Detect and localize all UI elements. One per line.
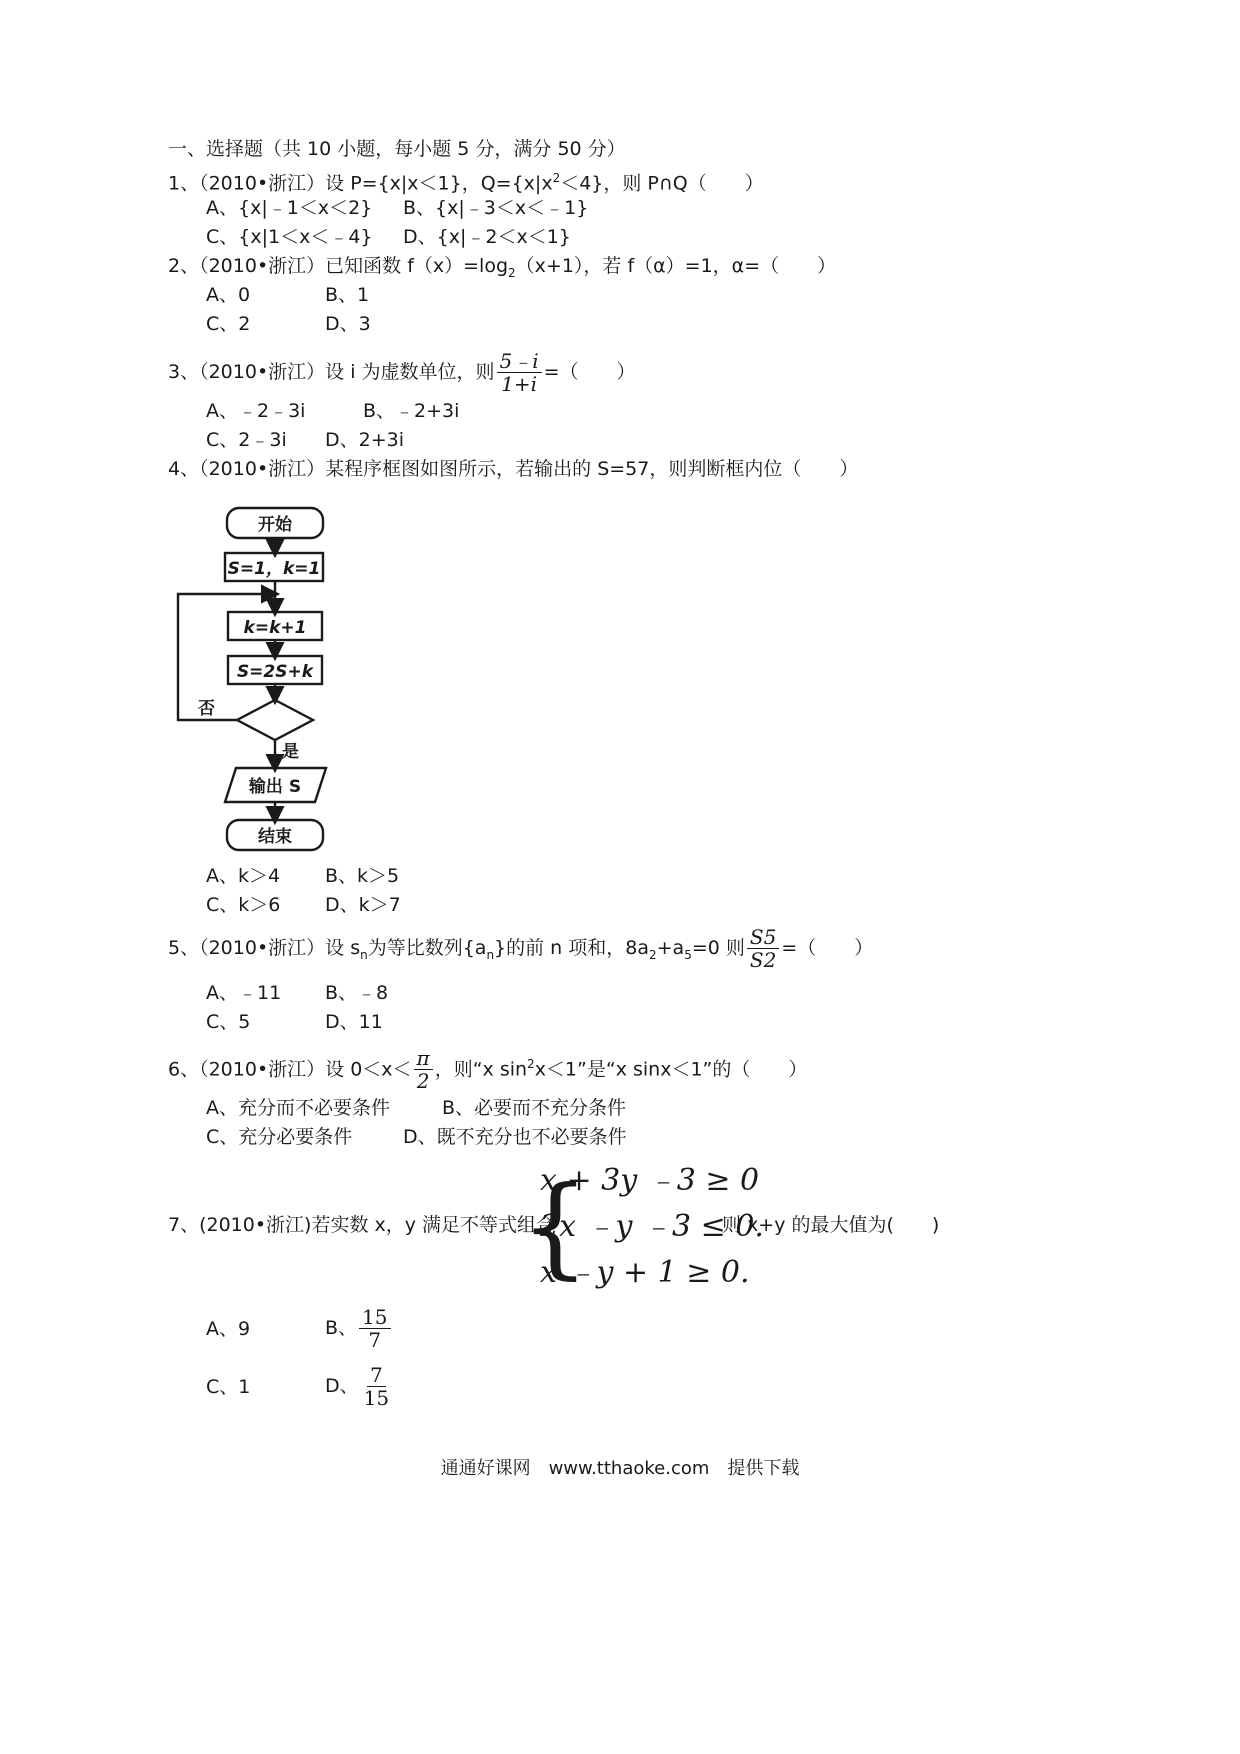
q3-fraction: $\frac{5﹣i}{1+i}$ (497, 350, 542, 395)
q1-option-c: C、{x|1＜x＜﹣4} (206, 226, 373, 248)
q3-option-a: A、﹣2﹣3i (206, 400, 306, 422)
question-6-stem: 6、（2010•浙江）设 0＜x＜ $\frac{\pi}{2}$ ，则“x $\sin^2x<1$”是“x sinx＜1”的（ ） (168, 1046, 808, 1094)
q7-option-d: D、 $\frac{7}{15}$ (325, 1363, 390, 1410)
q1-option-b: B、{x|﹣3＜x＜﹣1} (403, 197, 589, 219)
flow-end-label: 结束 (258, 827, 292, 847)
q7-inequality-2: 2x ﹣y ﹣3 ≤ 0. (540, 1209, 764, 1244)
q1-option-a: A、{x|﹣1＜x＜2} (206, 197, 373, 219)
q3-option-d: D、2+3i (325, 429, 405, 451)
flow-start-label: 开始 (258, 515, 292, 535)
q4-option-d: D、k＞7 (325, 894, 401, 916)
question-7-stem-end: 则 x+y 的最大值为( ) (722, 1214, 940, 1236)
q5-option-c: C、5 (206, 1011, 251, 1033)
q4-option-b: B、k＞5 (325, 865, 400, 887)
q6-option-a: A、充分而不必要条件 (206, 1097, 390, 1119)
flow-step2-label: S=2S+k (236, 662, 314, 682)
q6-option-d: D、既不充分也不必要条件 (403, 1126, 627, 1148)
flow-yes-label: 是 (282, 742, 299, 762)
section-title: 一、选择题（共 10 小题，每小题 5 分，满分 50 分） (168, 138, 626, 160)
flow-no-label: 否 (198, 699, 215, 719)
q5-option-b: B、﹣8 (325, 982, 389, 1004)
q3-option-b: B、﹣2+3i (363, 400, 460, 422)
q7-inequality-3: x ﹣y + 1 ≥ 0. (540, 1255, 750, 1290)
q1-option-d: D、{x|﹣2＜x＜1} (403, 226, 571, 248)
q7-brace: { (520, 1162, 590, 1290)
q3-option-c: C、2﹣3i (206, 429, 287, 451)
question-1-stem: 1、（2010•浙江）设 P={x|x＜1}，$Q=\{x|x^2<4\}$，则 P∩Q（ ） (168, 171, 764, 195)
question-7-stem: 7、(2010•浙江)若实数 x，y 满足不等式组合 (168, 1214, 556, 1236)
question-5-stem: 5、（2010•浙江）设 $s_n$为等比数列$\{a_n\}$的前 n 项和，$8a_2+a_5=0$ 则 $\frac{S5}{S2}$ =（ ） (168, 925, 874, 972)
flow-init-label: S=1，k=1 (227, 559, 321, 579)
question-3-stem: 3、（2010•浙江）设 i 为虚数单位，则 $\frac{5﹣i}{1+i}$ =（ ） (168, 349, 636, 396)
q2-option-d: D、3 (325, 313, 371, 335)
q6-fraction: $\frac{\pi}{2}$ (414, 1047, 433, 1092)
q5-option-d: D、11 (325, 1011, 383, 1033)
question-2-stem: 2、（2010•浙江）已知函数 $f(x)=\log_2(x+1)$，若 f（α）=1，α=（ ） (168, 255, 837, 280)
q5-option-a: A、﹣11 (206, 982, 282, 1004)
q7-inequality-1: x + 3y ﹣3 ≥ 0 (540, 1163, 760, 1198)
q6-option-c: C、充分必要条件 (206, 1126, 353, 1148)
q2-option-b: B、1 (325, 284, 370, 306)
q4-option-c: C、k＞6 (206, 894, 281, 916)
q7-option-a: A、9 (206, 1318, 251, 1340)
flow-step1-label: k=k+1 (243, 618, 307, 638)
q7-option-c: C、1 (206, 1376, 251, 1398)
question-4-stem: 4、（2010•浙江）某程序框图如图所示，若输出的 S=57，则判断框内位（ ） (168, 458, 859, 480)
q4-option-a: A、k＞4 (206, 865, 281, 887)
q5-fraction: $\frac{S5}{S2}$ (747, 926, 779, 971)
q2-option-c: C、2 (206, 313, 251, 335)
footer-source: 通通好课网 www.tthaoke.com 提供下载 (440, 1458, 800, 1479)
flow-output-label: 输出 S (248, 777, 302, 797)
q6-option-b: B、必要而不充分条件 (442, 1097, 627, 1119)
q2-option-a: A、0 (206, 284, 251, 306)
q7-option-b: B、 $\frac{15}{7}$ (325, 1304, 393, 1352)
flowchart (170, 500, 370, 860)
flow-decision-diamond (237, 700, 313, 740)
